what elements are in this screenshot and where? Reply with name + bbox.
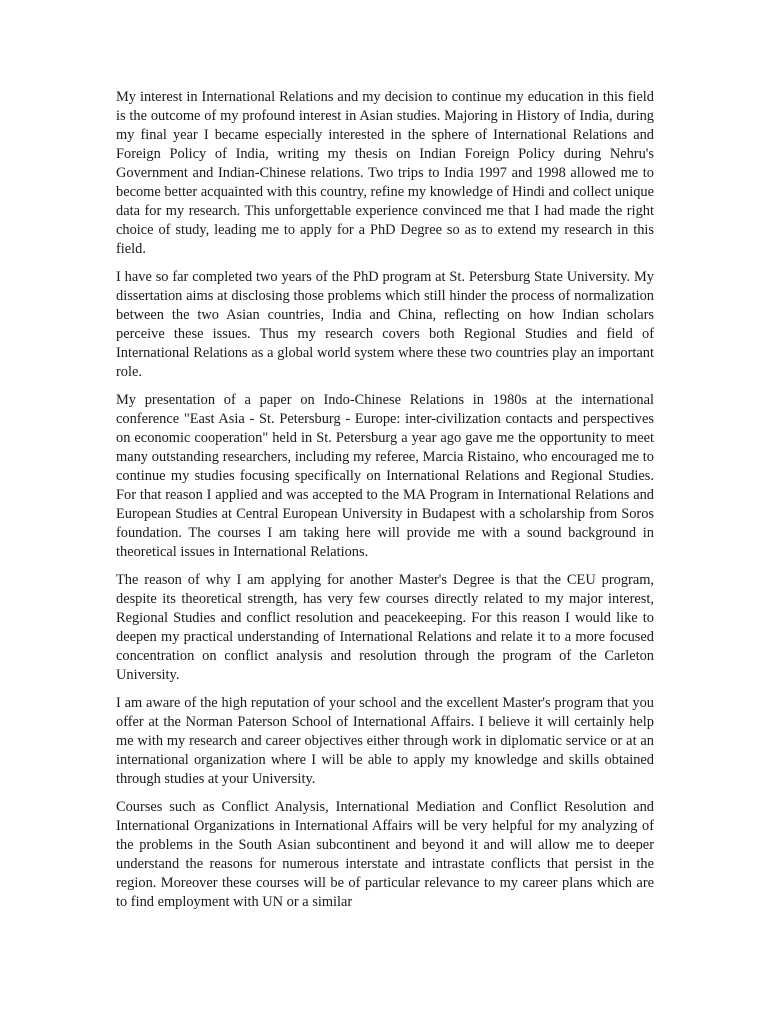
paragraph-reputation: I am aware of the high reputation of your school and the excellent Master's program that you offer at the Norman Paterson School of International Affairs. I believe it will certainly help me with my research and career objectives either through work in diplomatic service or at an international organization where I will be able to apply my knowledge and skills obtained through studies at your University.: [116, 695, 654, 787]
paragraph-reason: The reason of why I am applying for another Master's Degree is that the CEU program, despite its theoretical strength, has very few courses directly related to my major interest, Regional Studies and conflict resolution and peacekeeping. For this reason I would like to deepen my practical understanding of International Relations and relate it to a more focused concentration on conflict analysis and resolution through the program of the Carleton University.: [116, 572, 654, 683]
paragraph-interest: My interest in International Relations and my decision to continue my education in this field is the outcome of my profound interest in Asian studies. Majoring in History of India, during my final year I became especially interested in the sphere of International Relations and Foreign Policy of India, writing my thesis on Indian Foreign Policy during Nehru's Government and Indian-Chinese relations. Two trips to India 1997 and 1998 allowed me to become better acquainted with this country, refine my knowledge of Hindi and collect unique data for my research. This unforgettable experience convinced me that I had made the right choice of study, leading me to apply for a PhD Degree so as to extend my research in this field.: [116, 89, 654, 257]
document-page: [116, 88, 654, 921]
paragraph-conference: My presentation of a paper on Indo-Chinese Relations in 1980s at the international conference "East Asia - St. Petersburg - Europe: inter-civilization contacts and perspectives on economic cooperation" held in St. Petersburg a year ago gave me the opportunity to meet many outstanding researchers, including my referee, Marcia Ristaino, who encouraged me to continue my studies focusing specifically on International Relations and Regional Studies. For that reason I applied and was accepted to the MA Program in International Relations and European Studies at Central European University in Budapest with a scholarship from Soros foundation. The courses I am taking here will provide me with a sound background in theoretical issues in International Relations.: [116, 392, 654, 560]
paragraph-phd-program: I have so far completed two years of the PhD program at St. Petersburg State University. My dissertation aims at disclosing those problems which still hinder the process of normalization between the two Asian countries, India and China, reflecting on how Indian scholars perceive these issues. Thus my research covers both Regional Studies and field of International Relations as a global world system where these two countries play an important role.: [116, 269, 654, 380]
paragraph-courses: Courses such as Conflict Analysis, International Mediation and Conflict Resolution and International Organizations in International Affairs will be very helpful for my analyzing of the problems in the South Asian subcontinent and beyond it and will allow me to deeper understand the reasons for numerous interstate and intrastate conflicts that persist in the region. Moreover these courses will be of particular relevance to my career plans which are to find employment with UN or a similar: [116, 799, 654, 910]
